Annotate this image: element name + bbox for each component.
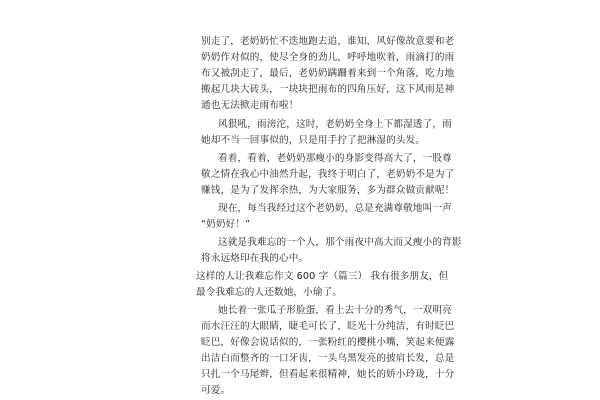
text-line: 出洁白而整齐的一口牙齿，一头乌黑发亮的披肩长发，总是 [201, 353, 455, 364]
text-line: “奶奶好！” [201, 219, 251, 230]
text-line: 可爱。 [201, 385, 231, 396]
text-line: 她长着一张瓜子形脸蛋，看上去十分的秀气，一双明亮 [218, 305, 452, 316]
text-line: 现在，每当我经过这个老奶奶，总是充满尊敬地叫一声 [218, 203, 452, 214]
text-line: 搬起几块大砖头，一块块把雨布的四角压好，这下风雨是神 [201, 84, 455, 95]
text-line: 眨巴，好像会说话似的，一张粉红的樱桃小嘴，笑起来便露 [201, 337, 455, 348]
text-line: 别走了，老奶奶忙不迭地跑去追，谁知，风好像故意要和老 [201, 36, 455, 47]
text-line: 最令我难忘的人还数她，小瑜了。 [196, 287, 343, 298]
text-line: 她却不当一回事似的，只是用手拧了把淋湿的头发。 [201, 135, 426, 146]
text-line: 看着，看着，老奶奶那瘦小的身影变得高大了，一股尊 [218, 153, 452, 164]
text-line: 这就是我难忘的一个人，那个雨夜中高大而又瘦小的背影 [218, 237, 462, 248]
text-line: 奶奶作对似的，使尽全身的劲儿，呼呼地吹着，雨滴打的雨 [201, 52, 455, 63]
text-line: 布又被刮走了，最后，老奶奶蹒跚着来到一个角落，吃力地 [201, 68, 455, 79]
text-line: 赚钱，是为了发挥余热，为大家服务，多为群众做贡献呢！ [201, 185, 455, 196]
text-line: 只扎一个马尾辫，但看起来很精神，她长的娇小玲珑，十分 [201, 369, 455, 380]
section-heading: 这样的人让我难忘作文 600 字（篇三） 我有很多朋友，但 [196, 271, 449, 282]
text-line: 而水汪汪的大眼睛，睫毛可长了，眨光十分纯洁，有时眨巴 [201, 321, 455, 332]
text-line: 通也无法掀走雨布啦！ [201, 100, 299, 111]
text-line: 风狠吼，雨滂沱，这时，老奶奶全身上下都湿透了，雨 [218, 119, 452, 130]
text-line: 将永远烙印在我的心中。 [201, 253, 309, 264]
text-line: 敬之情在我心中油然升起，我终于明白了，老奶奶不是为了 [201, 169, 455, 180]
